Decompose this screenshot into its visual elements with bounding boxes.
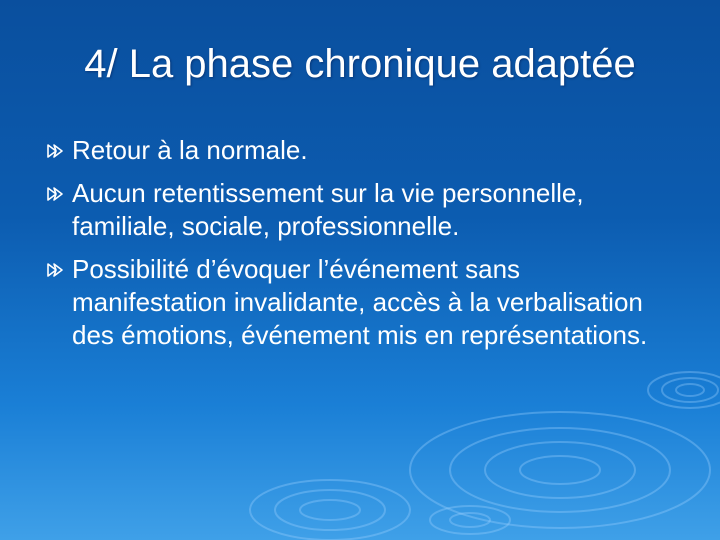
- bullet-item: [46, 253, 666, 352]
- arrow-bullet-icon: [46, 262, 64, 278]
- bullet-list: [46, 134, 666, 362]
- bullet-item: [46, 134, 666, 167]
- arrow-bullet-icon: [46, 186, 64, 202]
- bullet-text: Retour à la normale.: [72, 135, 308, 165]
- arrow-bullet-icon: [46, 143, 64, 159]
- slide-title: 4/ La phase chronique adaptée: [84, 42, 636, 86]
- bullet-text: Possibilité d’évoquer l’événement sans manifestation invalidante, accès à la verbalisation des émotions, événement mis en représentations.: [72, 254, 648, 350]
- bullet-item: [46, 177, 666, 243]
- bullet-text: Aucun retentissement sur la vie personnelle, familiale, sociale, professionnelle.: [72, 178, 584, 241]
